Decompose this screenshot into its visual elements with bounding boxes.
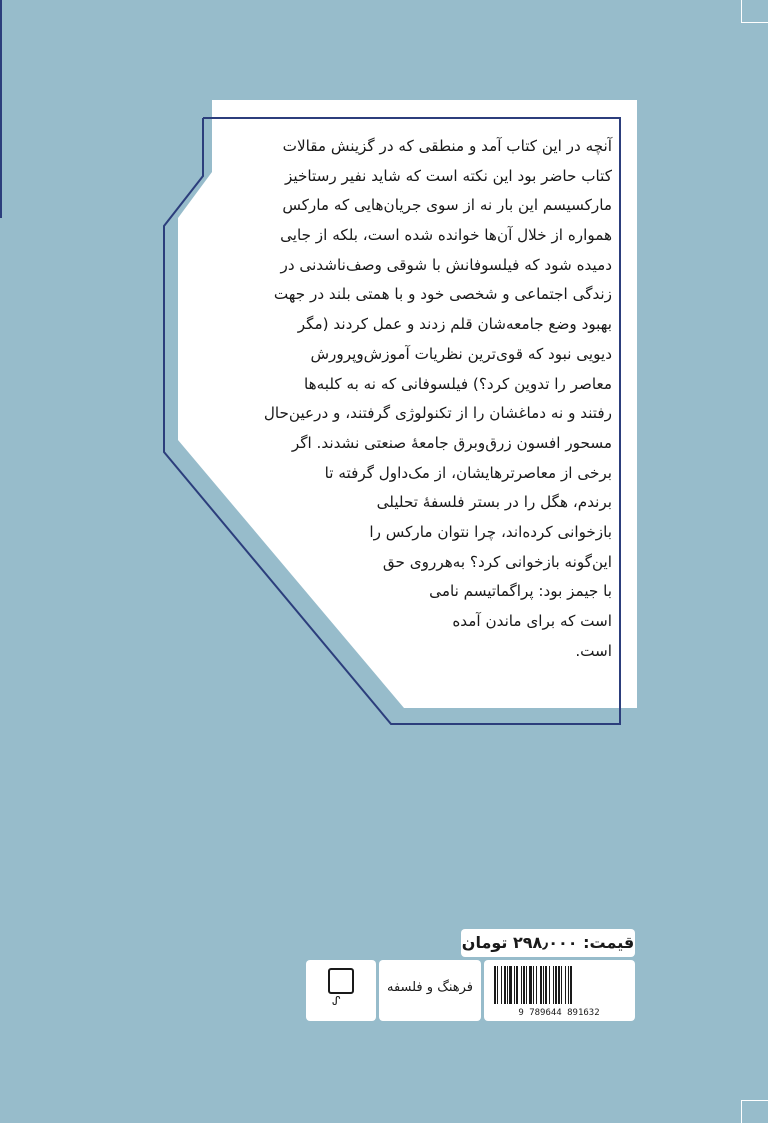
blurb-line: دیویی نبود که قوی‌ترین نظریات آموزش‌وپرورش xyxy=(310,344,612,363)
barcode-bar xyxy=(514,966,515,1004)
publisher-logo-script: ᔑ xyxy=(332,994,341,1008)
barcode-bar xyxy=(521,966,522,1004)
blurb-line: بهبود وضع جامعه‌شان قلم زدند و عمل کردند (مگر xyxy=(297,315,612,334)
blurb-line: این‌گونه بازخوانی کرد؟ به‌هرروی حق xyxy=(382,552,612,571)
barcode-bar xyxy=(494,966,496,1004)
isbn-barcode-tile xyxy=(484,960,635,1021)
barcode-bar xyxy=(504,966,506,1004)
barcode-bar xyxy=(529,966,532,1004)
blurb-line: آنچه در این کتاب آمد و منطقی که در گزینش مقالات xyxy=(282,137,612,155)
blurb-line: مسحور افسون زرق‌وبرق جامعهٔ صنعتی نشدند. اگر xyxy=(291,433,612,452)
barcode-bar xyxy=(501,966,502,1004)
series-label-tile xyxy=(379,960,481,1021)
barcode-bar xyxy=(516,966,518,1004)
publisher-logo-icon xyxy=(328,968,354,994)
back-cover-blurb xyxy=(180,132,612,666)
series-label: فرهنگ و فلسفه xyxy=(386,980,473,995)
barcode-bar xyxy=(555,966,557,1004)
blurb-line: دمیده شود که فیلسوفانش با شوقی وصف‌ناشدنی در xyxy=(280,255,612,274)
barcode-bar xyxy=(526,966,527,1004)
barcode-bar xyxy=(497,966,498,1004)
blurb-line: معاصر را تدوین کرد؟) فیلسوفانی که نه به کلبه‌ها xyxy=(304,374,612,393)
barcode-bar xyxy=(549,966,550,1004)
blurb-line: کتاب حاضر بود این نکته است که شاید نفیر رستاخیز xyxy=(285,166,612,185)
barcode-bar xyxy=(540,966,542,1004)
barcode-icon xyxy=(484,960,635,1021)
barcode-bar xyxy=(558,966,560,1004)
barcode-bar xyxy=(561,966,562,1004)
barcode-bar xyxy=(523,966,525,1004)
blurb-line: است. xyxy=(575,641,612,660)
blurb-line: مارکسیسم این بار نه از سوی جریان‌هایی که مارکس xyxy=(282,196,612,215)
price-label: قیمت: ۲۹۸٫۰۰۰ تومان xyxy=(461,929,635,957)
barcode-bar xyxy=(565,966,566,1004)
blurb-line: برخی از معاصرترهایشان، از مک‌داول گرفته تا xyxy=(324,463,612,482)
blurb-line: رفتند و نه دماغشان را از تکنولوژی گرفتند، و درعین‌حال xyxy=(263,404,612,423)
blurb-line: بازخوانی کرده‌اند، چرا نتوان مارکس را xyxy=(369,522,612,541)
barcode-bar xyxy=(533,966,534,1004)
barcode-number: 9 789644 891632 xyxy=(518,1008,600,1018)
barcode-bar xyxy=(545,966,547,1004)
blurb-line: زندگی اجتماعی و شخصی خود و با همتی بلند در جهت xyxy=(273,285,612,304)
blurb-line: است که برای ماندن آمده xyxy=(452,612,612,630)
barcode-bar xyxy=(570,966,572,1004)
barcode-bar xyxy=(536,966,537,1004)
blurb-line: همواره از خلال آن‌ها خوانده شده است، بلکه از جایی xyxy=(280,226,612,245)
publisher-logo-tile xyxy=(306,960,376,1021)
blurb-line: با جیمز بود: پراگماتیسم نامی xyxy=(429,582,612,601)
barcode-bar xyxy=(568,966,569,1004)
barcode-bar xyxy=(553,966,554,1004)
blurb-line: برندم، هگل را در بستر فلسفهٔ تحلیلی xyxy=(376,493,612,512)
barcode-bar xyxy=(507,966,508,1004)
barcode-bar xyxy=(543,966,544,1004)
barcode-bar xyxy=(509,966,512,1004)
